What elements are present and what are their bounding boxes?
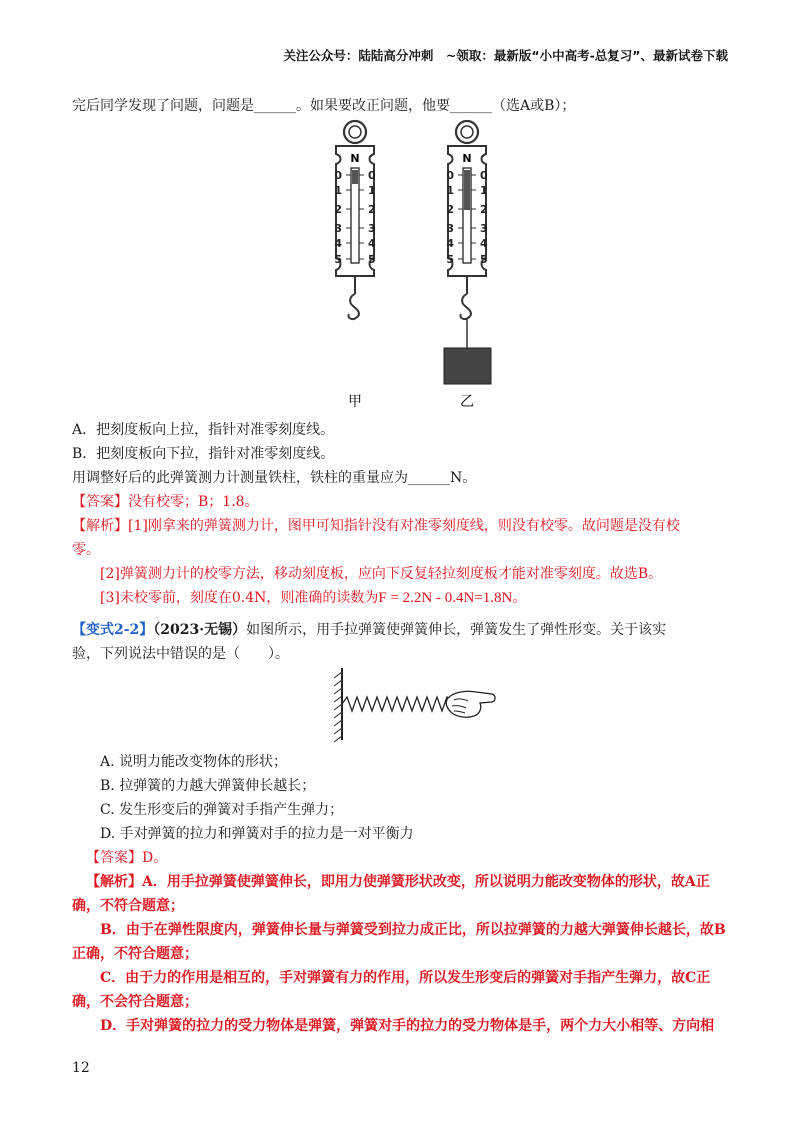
- q1-analysis-2: [2]弹簧测力计的校零方法，移动刻度板，应向下反复轻拉刻度板才能对准零刻度。故选B。: [100, 566, 663, 582]
- scale-unit-right: N: [462, 152, 472, 165]
- q2-analysis-a1: [86, 872, 710, 892]
- scale-tick-label: 4: [446, 237, 454, 250]
- scale-unit-left: N: [350, 152, 360, 165]
- analysis-tag: 【解析】: [72, 518, 128, 534]
- scale-tick-label: 3: [446, 222, 454, 235]
- q2-analysis-c2: 确，不会符合题意；: [72, 994, 198, 1010]
- scale-tick-label: 2: [446, 203, 454, 216]
- analysis-text: [1]刚拿来的弹簧测力计，图甲可知指针没有对准零刻度线，则没有校零。故问题是没有校: [128, 518, 680, 534]
- scale-tick-label: 1: [368, 184, 376, 197]
- figure-label-jia: 甲: [348, 394, 362, 410]
- q1-analysis-3: [100, 588, 526, 608]
- q2-analysis-b1: B．由于在弹性限度内，弹簧伸长量与弹簧受到拉力成正比，所以拉弹簧的力越大弹簧伸长越长，故B: [100, 922, 726, 938]
- analysis-3-prefix: [3]未校零前，刻度在0.4N，则准确的读数为: [100, 590, 379, 606]
- spring-scale-figure: [320, 118, 510, 418]
- q1-analysis-1a: [72, 516, 680, 536]
- answer-tag: 【答案】: [72, 494, 128, 510]
- answer-text: D。: [142, 850, 168, 866]
- scale-tick-label: 0: [446, 169, 454, 182]
- figure-label-yi: 乙: [460, 394, 474, 410]
- analysis-3-suffix: 。: [512, 590, 527, 606]
- page-number: 12: [72, 1060, 90, 1076]
- q1-answer: [72, 492, 259, 512]
- scale-tick-label: 2: [480, 203, 488, 216]
- q2-answer: [86, 848, 167, 868]
- answer-tag: 【答案】: [86, 850, 142, 866]
- analysis-a1-text: A．用手拉弹簧使弹簧伸长，即用力使弹簧形状改变，所以说明力能改变物体的形状，故A正: [142, 874, 710, 890]
- scale-tick-label: 1: [480, 184, 488, 197]
- scale-tick-label: 5: [480, 253, 488, 266]
- q1-followup: 用调整好后的此弹簧测力计测量铁柱，铁柱的重量应为______N。: [72, 470, 477, 486]
- scale-tick-label: 3: [334, 222, 342, 235]
- scale-tick-label: 4: [334, 237, 342, 250]
- q1-option-b: B．把刻度板向下拉，指针对准零刻度线。: [72, 446, 335, 462]
- scale-tick-label: 0: [480, 169, 488, 182]
- analysis-3-formula: F = 2.2N - 0.4N=1.8N: [378, 590, 513, 606]
- scale-tick-label: 4: [480, 237, 488, 250]
- q2-option-c: C. 发生形变后的弹簧对手指产生弹力；: [100, 802, 344, 818]
- q2-option-a: A. 说明力能改变物体的形状；: [100, 754, 288, 770]
- q2-analysis-c1: C．由于力的作用是相互的，手对弹簧有力的作用，所以发生形变后的弹簧对手指产生弹力，故C正: [100, 970, 711, 986]
- page-header: 关注公众号：陆陆高分冲刺 ~领取：最新版“小中高考-总复习”、最新试卷下载: [283, 48, 728, 63]
- scale-tick-label: 5: [368, 253, 376, 266]
- scale-tick-label: 4: [368, 237, 376, 250]
- q2-stem-line2: 验，下列说法中错误的是（ ）。: [72, 646, 289, 662]
- q2-option-b: B. 拉弹簧的力越大弹簧伸长越长；: [100, 778, 316, 794]
- scale-tick-label: 1: [334, 184, 342, 197]
- q1-option-a: A．把刻度板向上拉，指针对准零刻度线。: [72, 422, 335, 438]
- q2-analysis-b2: 正确，不符合题意；: [72, 946, 198, 962]
- q1-intro: 完后同学发现了问题，问题是______。如果要改正问题，他要______（选A或B）；: [72, 98, 576, 114]
- scale-tick-label: 5: [334, 253, 342, 266]
- scale-tick-label: 1: [446, 184, 454, 197]
- scale-tick-label: 3: [480, 222, 488, 235]
- q2-analysis-a2: 确，不符合题意；: [72, 898, 184, 914]
- scale-tick-label: 5: [446, 253, 454, 266]
- q2-stem-1: 如图所示，用手拉弹簧使弹簧伸长，弹簧发生了弹性形变。关于该实: [246, 622, 667, 638]
- scale-tick-label: 2: [334, 203, 342, 216]
- scale-tick-label: 0: [368, 169, 376, 182]
- spring-hand-figure: [330, 664, 500, 744]
- scale-tick-label: 3: [368, 222, 376, 235]
- analysis-tag: 【解析】: [86, 874, 142, 890]
- scale-tick-label: 0: [334, 169, 342, 182]
- q2-stem-line1: [72, 620, 666, 640]
- answer-text: 没有校零；B；1.8。: [128, 494, 259, 510]
- q2-tag: 【变式2-2】: [72, 622, 154, 638]
- scale-tick-label: 2: [368, 203, 376, 216]
- q2-source: （2023·无锡）: [153, 622, 247, 638]
- q1-analysis-1b: 零。: [72, 542, 100, 558]
- q2-option-d: D. 手对弹簧的拉力和弹簧对手的拉力是一对平衡力: [100, 826, 414, 842]
- q2-analysis-d1: D．手对弹簧的拉力的受力物体是弹簧，弹簧对手的拉力的受力物体是手，两个力大小相等、方向相: [100, 1018, 715, 1034]
